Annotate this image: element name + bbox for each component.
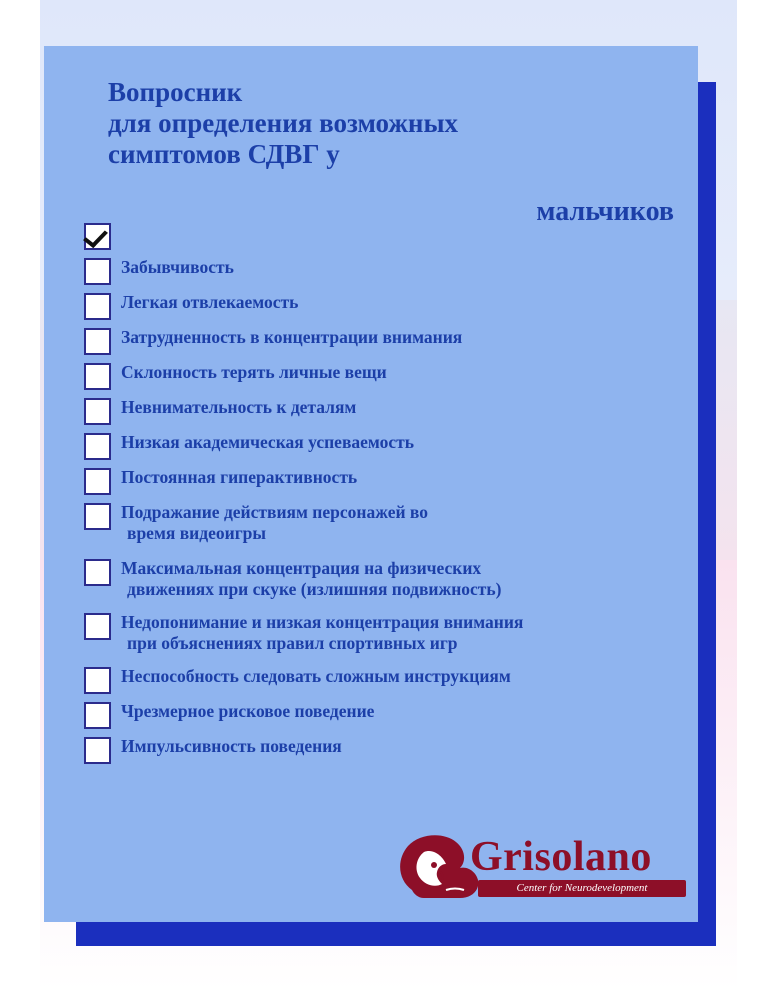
checklist-item[interactable] xyxy=(84,558,684,600)
checklist-item[interactable] xyxy=(84,736,684,764)
checklist-item-label: Неспособность следовать сложным инструкциям xyxy=(121,666,511,686)
logo-wordmark: Grisolano xyxy=(470,834,652,880)
symptom-checklist xyxy=(84,222,684,771)
background-margin-left xyxy=(0,0,40,990)
checklist-item-label: Постоянная гиперактивность xyxy=(121,467,358,487)
checklist-item[interactable] xyxy=(84,327,684,355)
checklist-item-label xyxy=(121,502,428,544)
page-title-line-2: для определения возможных xyxy=(108,108,459,138)
checklist-item-label: Легкая отвлекаемость xyxy=(121,292,299,312)
checkbox-icon[interactable] xyxy=(84,328,111,355)
questionnaire-card xyxy=(44,46,698,922)
checklist-item-label xyxy=(121,612,523,654)
checklist-item-label-line-2: время видеоигры xyxy=(127,523,267,543)
checkbox-icon[interactable] xyxy=(84,433,111,460)
logo-tagline: Center for Neurodevelopment xyxy=(478,880,686,897)
checklist-item[interactable] xyxy=(84,432,684,460)
checkbox-icon[interactable] xyxy=(84,398,111,425)
checklist-item-label-line-2: движениях при скуке (излишняя подвижность) xyxy=(127,579,502,599)
checklist-item-label xyxy=(121,558,501,600)
checklist-item[interactable] xyxy=(84,257,684,285)
checkbox-icon[interactable] xyxy=(84,293,111,320)
checkbox-icon[interactable] xyxy=(84,503,111,530)
checklist-item[interactable] xyxy=(84,362,684,390)
clinic-logo xyxy=(394,832,684,908)
checklist-item[interactable] xyxy=(84,467,684,495)
checklist-item-label-line-2: при объяснениях правил спортивных игр xyxy=(127,633,458,653)
checklist-item-label: Затрудненность в концентрации внимания xyxy=(121,327,463,347)
checkbox-icon[interactable] xyxy=(84,737,111,764)
checklist-item-label-line-1: Подражание действиям персонажей во xyxy=(121,502,429,522)
checklist-item[interactable] xyxy=(84,612,684,654)
checklist-item-label: Забывчивость xyxy=(121,257,234,277)
checklist-item[interactable] xyxy=(84,502,684,544)
checkbox-icon[interactable] xyxy=(84,559,111,586)
checklist-item-label: Низкая академическая успеваемость xyxy=(121,432,414,452)
checkbox-icon[interactable] xyxy=(84,363,111,390)
checklist-item[interactable] xyxy=(84,292,684,320)
checkbox-icon[interactable] xyxy=(84,468,111,495)
checklist-item-label: Чрезмерное рисковое поведение xyxy=(121,701,375,721)
page-title xyxy=(108,77,678,227)
checkbox-icon[interactable] xyxy=(84,613,111,640)
checklist-item-label: Невнимательность к деталям xyxy=(121,397,357,417)
checkbox-icon[interactable] xyxy=(84,702,111,729)
checklist-item[interactable] xyxy=(84,666,684,694)
checklist-item-label-line-1: Недопонимание и низкая концентрация внимания xyxy=(121,612,524,632)
checklist-item-label: Склонность терять личные вещи xyxy=(121,362,387,382)
checklist-item[interactable] xyxy=(84,222,684,250)
checklist-item-label: Импульсивность поведения xyxy=(121,736,342,756)
page-title-line-4: мальчиков xyxy=(536,196,674,227)
checkbox-icon[interactable] xyxy=(84,258,111,285)
checklist-item[interactable] xyxy=(84,701,684,729)
background-margin-right xyxy=(737,0,765,990)
checkbox-icon[interactable] xyxy=(84,667,111,694)
checklist-item-label-line-1: Максимальная концентрация на физических xyxy=(121,558,482,578)
checklist-item[interactable] xyxy=(84,397,684,425)
checkbox-checked-icon[interactable] xyxy=(84,223,111,250)
page-title-line-1: Вопросник xyxy=(108,77,243,107)
page-title-line-3: симптомов СДВГ у xyxy=(108,139,340,169)
